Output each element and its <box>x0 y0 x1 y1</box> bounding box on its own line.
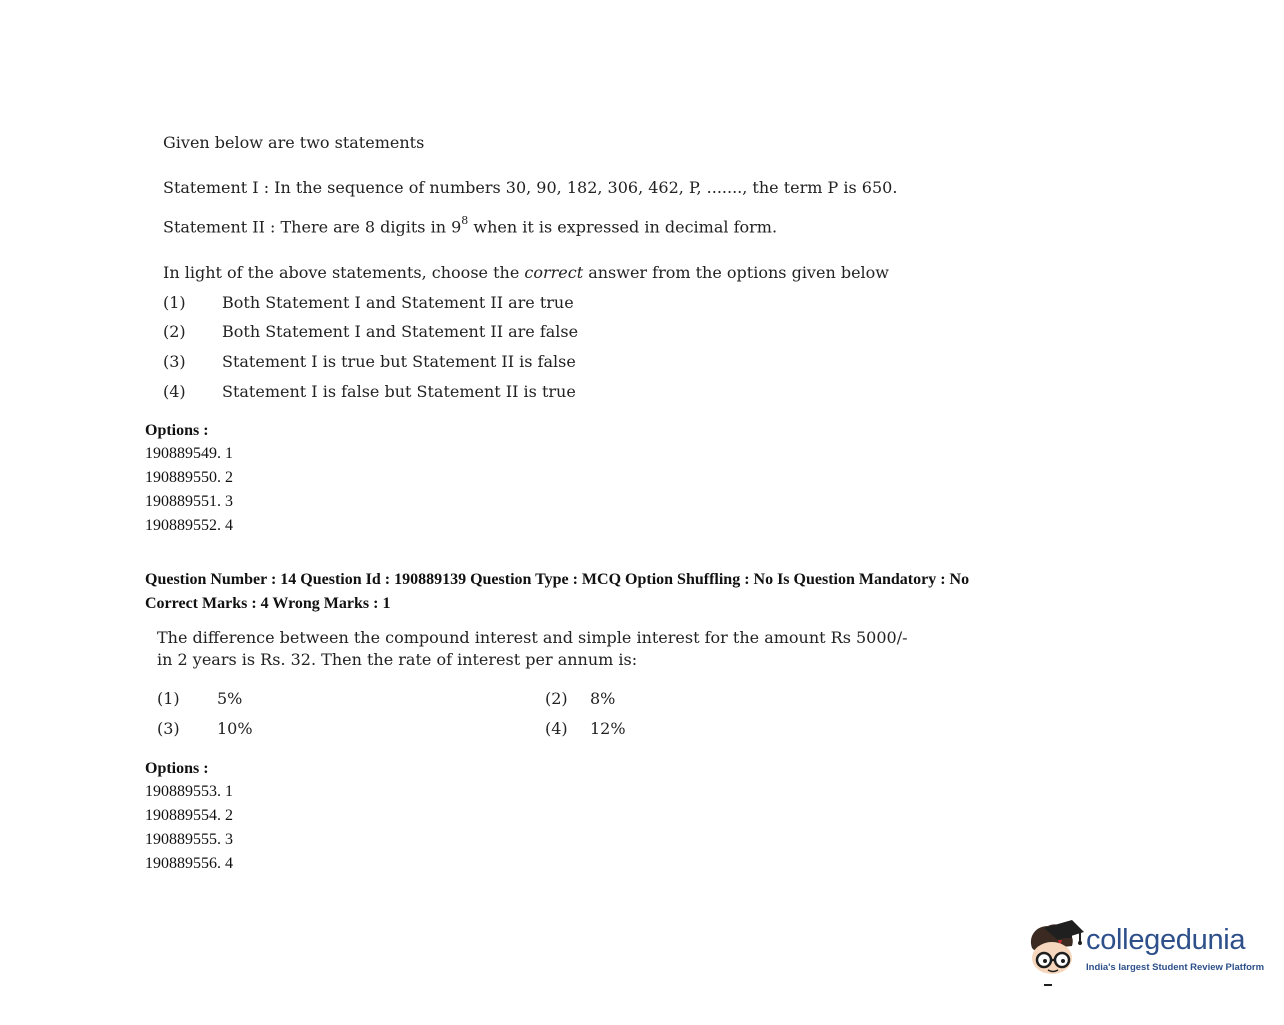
collegedunia-logo <box>1022 918 1265 990</box>
q13-instruction <box>163 263 889 282</box>
q14-option-id-3: 190889555. 3 <box>145 831 233 848</box>
q13-choice-3-text: Statement I is true but Statement II is false <box>222 352 576 371</box>
q13-option-id-2: 190889550. 2 <box>145 469 233 486</box>
q13-statement-2-exponent: 8 <box>461 214 469 227</box>
q13-option-id-3: 190889551. 3 <box>145 493 233 510</box>
q13-choice-4-number: (4) <box>163 382 186 401</box>
q14-text-line-2: in 2 years is Rs. 32. Then the rate of interest per annum is: <box>157 650 638 669</box>
q13-choice-1-text: Both Statement I and Statement II are true <box>222 293 574 312</box>
logo-tagline: India's largest Student Review Platform <box>1086 962 1265 973</box>
q14-options-label: Options : <box>145 760 209 777</box>
q13-instruction-post: answer from the options given below <box>583 263 889 282</box>
q13-instruction-pre: In light of the above statements, choose the <box>163 263 525 282</box>
q14-choice-1-number: (1) <box>157 689 180 708</box>
q13-choice-4-text: Statement I is false but Statement II is true <box>222 382 576 401</box>
q13-statement-1: Statement I : In the sequence of numbers 30, 90, 182, 306, 462, P, ......., the term P is 650. <box>163 178 898 197</box>
q14-choice-2-text: 8% <box>590 689 616 708</box>
q13-option-id-4: 190889552. 4 <box>145 517 233 534</box>
q14-option-id-1: 190889553. 1 <box>145 783 233 800</box>
mascot-icon <box>1022 918 1086 988</box>
q13-options-label: Options : <box>145 422 209 439</box>
q14-text-line-1: The difference between the compound interest and simple interest for the amount Rs 5000/- <box>157 628 908 647</box>
q13-choice-1-number: (1) <box>163 293 186 312</box>
q14-choice-2-number: (2) <box>545 689 568 708</box>
q14-option-id-2: 190889554. 2 <box>145 807 233 824</box>
q14-meta-line-1: Question Number : 14 Question Id : 190889139 Question Type : MCQ Option Shuffling : No Is Question Mandatory : No <box>145 571 970 588</box>
q13-statement-2 <box>163 216 777 236</box>
q14-option-id-4: 190889556. 4 <box>145 855 233 872</box>
q13-statement-2-suffix: when it is expressed in decimal form. <box>473 217 778 237</box>
q14-choice-grid <box>157 689 677 749</box>
q13-instruction-emphasis: correct <box>524 263 584 282</box>
logo-wordmark: collegedunia <box>1086 924 1246 956</box>
q13-choice-3-number: (3) <box>163 352 186 371</box>
q13-choice-2-number: (2) <box>163 322 186 341</box>
q14-choice-4-text: 12% <box>590 719 626 738</box>
q14-choice-1-text: 5% <box>217 689 243 708</box>
q13-choice-2-text: Both Statement I and Statement II are false <box>222 322 579 341</box>
q13-option-id-1: 190889549. 1 <box>145 445 233 462</box>
q14-choice-4-number: (4) <box>545 719 568 738</box>
q13-choice-list <box>163 293 763 413</box>
q13-statement-2-prefix: Statement II : There are 8 digits in 9 <box>163 217 462 237</box>
q14-choice-3-text: 10% <box>217 719 253 738</box>
q14-meta-line-2: Correct Marks : 4 Wrong Marks : 1 <box>145 595 391 612</box>
q13-intro: Given below are two statements <box>163 133 425 152</box>
q14-choice-3-number: (3) <box>157 719 180 738</box>
